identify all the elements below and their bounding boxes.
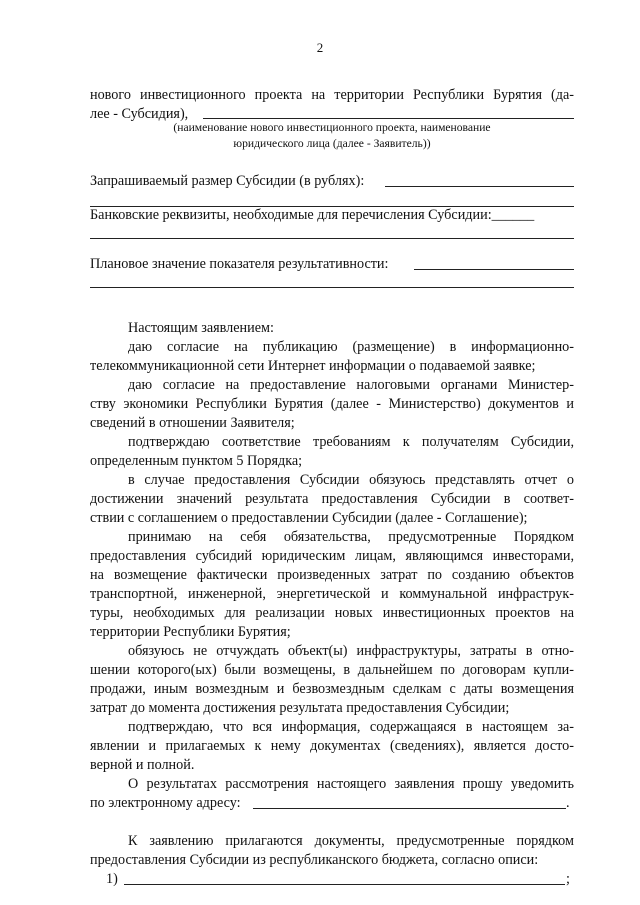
- attachment-item-number: 1): [106, 871, 118, 887]
- declaration-line: продажи, иным возмездным и безвозмездным сделкам с даты возмещения: [90, 681, 574, 697]
- declaration-line: подтверждаю, что вся информация, содержащаяся в настоящем за-: [128, 719, 574, 735]
- attachments-line-1: К заявлению прилагаются документы, предусмотренные порядком: [128, 833, 574, 849]
- declaration-line: предоставления субсидий юридическим лицам, являющимся инвесторами,: [90, 548, 574, 564]
- amount-field[interactable]: [385, 186, 574, 187]
- bank-details-label-text: Банковские реквизиты, необходимые для перечисления Субсидии:: [90, 207, 492, 223]
- declaration-line: верной и полной.: [90, 757, 195, 773]
- attachments-line-2: предоставления Субсидии из республиканского бюджета, согласно описи:: [90, 852, 539, 868]
- email-field[interactable]: [253, 808, 566, 809]
- email-label: по электронному адресу:: [90, 795, 241, 811]
- declaration-line: сведений в отношении Заявителя;: [90, 415, 295, 431]
- declaration-line: О результатах рассмотрения настоящего заявления прошу уведомить: [128, 776, 574, 792]
- intro-line-1: нового инвестиционного проекта на территории Республики Бурятия (да-: [90, 87, 574, 103]
- intro-line-2-text: лее - Субсидия),: [90, 106, 189, 122]
- bank-details-label: [90, 206, 574, 225]
- declaration-line: в случае предоставления Субсидии обязуюсь представлять отчет о: [128, 472, 574, 488]
- declaration-line: достижении значений результата предоставления Субсидии в соответ-: [90, 491, 574, 507]
- bank-details-trailing: ______: [491, 207, 535, 223]
- project-name-field[interactable]: [203, 118, 574, 119]
- declaration-line: явлении и прилагаемых к нему документах (сведениях), является досто-: [90, 738, 574, 754]
- target-indicator-field[interactable]: [414, 269, 574, 270]
- declaration-line: транспортной, инженерной, энергетической и коммунальной инфраструк-: [90, 586, 574, 602]
- field-caption-1: (наименование нового инвестиционного проекта, наименование: [173, 121, 491, 134]
- amount-label: Запрашиваемый размер Субсидии (в рублях):: [90, 173, 365, 189]
- field-caption-2: юридического лица (далее - Заявитель)): [233, 137, 431, 150]
- declaration-line: затрат до момента достижения результата предоставления Субсидии;: [90, 700, 510, 716]
- declaration-line: подтверждаю соответствие требованиям к получателям Субсидии,: [128, 434, 574, 450]
- email-end: .: [566, 795, 570, 811]
- attachment-item-end: ;: [566, 871, 570, 887]
- bank-details-field[interactable]: [90, 238, 574, 239]
- declaration-line: телекоммуникационной сети Интернет информации о подаваемой заявке;: [90, 358, 536, 374]
- declaration-line: даю согласие на публикацию (размещение) в информационно-: [128, 339, 574, 355]
- declaration-line: определенным пунктом 5 Порядка;: [90, 453, 303, 469]
- declaration-line: шении которого(ых) были возмещены, в дальнейшем по договорам купли-: [90, 662, 574, 678]
- declaration-line: ствии с соглашением о предоставлении Субсидии (далее - Соглашение);: [90, 510, 528, 526]
- declaration-line: на возмещение фактически произведенных затрат по созданию объектов: [90, 567, 574, 583]
- page-number: 2: [316, 40, 324, 55]
- declaration-line: ству экономики Республики Бурятия (далее - Министерство) документов и: [90, 396, 574, 412]
- target-indicator-field-continuation[interactable]: [90, 287, 574, 288]
- declaration-line: территории Республики Бурятия;: [90, 624, 291, 640]
- declaration-line: принимаю на себя обязательства, предусмотренные Порядком: [128, 529, 574, 545]
- attachment-item-field[interactable]: [124, 884, 565, 885]
- declaration-line: туры, необходимых для реализации новых инвестиционных проектов на: [90, 605, 574, 621]
- declaration-opening: Настоящим заявлением:: [128, 320, 274, 336]
- declaration-line: обязуюсь не отчуждать объект(ы) инфраструктуры, затраты в отно-: [128, 643, 574, 659]
- target-indicator-label: Плановое значение показателя результативности:: [90, 256, 389, 272]
- declaration-line: даю согласие на предоставление налоговыми органами Министер-: [128, 377, 574, 393]
